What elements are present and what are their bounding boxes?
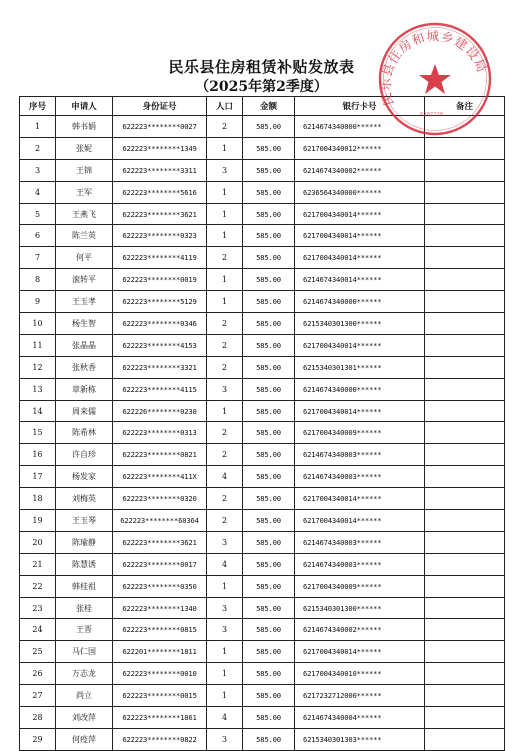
id-number-cell: 622223********0320 xyxy=(113,488,207,510)
amount-cell: 585.00 xyxy=(243,488,295,510)
amount-cell: 585.00 xyxy=(243,444,295,466)
amount-cell: 585.00 xyxy=(243,356,295,378)
amount-cell: 585.00 xyxy=(243,422,295,444)
remarks-cell xyxy=(425,334,505,356)
household-size-cell: 3 xyxy=(207,159,243,181)
amount-cell: 585.00 xyxy=(243,619,295,641)
row-index-cell: 13 xyxy=(20,378,56,400)
row-index-cell: 9 xyxy=(20,291,56,313)
header-amount: 金额 xyxy=(243,97,295,116)
header-applicant: 申请人 xyxy=(56,97,113,116)
amount-cell: 585.00 xyxy=(243,641,295,663)
table-row xyxy=(20,137,505,159)
applicant-name-cell: 周来儒 xyxy=(56,400,113,422)
remarks-cell xyxy=(425,203,505,225)
id-number-cell: 622223********0815 xyxy=(113,619,207,641)
remarks-cell xyxy=(425,225,505,247)
bank-card-number-cell: 6215340301300****** xyxy=(295,597,425,619)
header-remarks: 备注 xyxy=(425,97,505,116)
amount-cell: 585.00 xyxy=(243,334,295,356)
applicant-name-cell: 张晶晶 xyxy=(56,334,113,356)
household-size-cell: 1 xyxy=(207,269,243,291)
row-index-cell: 22 xyxy=(20,575,56,597)
table-row xyxy=(20,444,505,466)
household-size-cell: 2 xyxy=(207,356,243,378)
table-row xyxy=(20,553,505,575)
applicant-name-cell: 陈兰英 xyxy=(56,225,113,247)
table-row xyxy=(20,488,505,510)
applicant-name-cell: 尚立 xyxy=(56,685,113,707)
amount-cell: 585.00 xyxy=(243,181,295,203)
seal-text: 民乐县住房和城乡建设局 xyxy=(377,28,491,108)
applicant-name-cell: 韩书娟 xyxy=(56,116,113,138)
applicant-name-cell: 何疫萍 xyxy=(56,728,113,750)
remarks-cell xyxy=(425,313,505,335)
amount-cell: 585.00 xyxy=(243,313,295,335)
row-index-cell: 4 xyxy=(20,181,56,203)
row-index-cell: 8 xyxy=(20,269,56,291)
household-size-cell: 2 xyxy=(207,510,243,532)
row-index-cell: 19 xyxy=(20,510,56,532)
remarks-cell xyxy=(425,619,505,641)
applicant-name-cell: 王军 xyxy=(56,181,113,203)
applicant-name-cell: 王玉琴 xyxy=(56,510,113,532)
bank-card-number-cell: 6217004340009****** xyxy=(295,575,425,597)
remarks-cell xyxy=(425,466,505,488)
document-title: 民乐县住房租赁补贴发放表 xyxy=(168,58,355,76)
bank-card-number-cell: 6217004340012****** xyxy=(295,137,425,159)
household-size-cell: 3 xyxy=(207,597,243,619)
applicant-name-cell: 陈慧诱 xyxy=(56,553,113,575)
bank-card-number-cell: 6217004340014****** xyxy=(295,247,425,269)
bank-card-number-cell: 6217004340014****** xyxy=(295,641,425,663)
bank-card-number-cell: 6217232712000****** xyxy=(295,685,425,707)
row-index-cell: 2 xyxy=(20,137,56,159)
amount-cell: 585.00 xyxy=(243,116,295,138)
remarks-cell xyxy=(425,553,505,575)
id-number-cell: 622223********0017 xyxy=(113,553,207,575)
subsidy-table xyxy=(19,96,505,751)
row-index-cell: 16 xyxy=(20,444,56,466)
row-index-cell: 21 xyxy=(20,553,56,575)
bank-card-number-cell: 6214674340003****** xyxy=(295,466,425,488)
table-row xyxy=(20,313,505,335)
row-index-cell: 24 xyxy=(20,619,56,641)
table-row xyxy=(20,159,505,181)
remarks-cell xyxy=(425,269,505,291)
table-row xyxy=(20,247,505,269)
applicant-name-cell: 张桂 xyxy=(56,597,113,619)
table-row xyxy=(20,663,505,685)
household-size-cell: 2 xyxy=(207,422,243,444)
row-index-cell: 5 xyxy=(20,203,56,225)
household-size-cell: 2 xyxy=(207,313,243,335)
row-index-cell: 29 xyxy=(20,728,56,750)
bank-card-number-cell: 6214674340003****** xyxy=(295,553,425,575)
applicant-name-cell: 万志龙 xyxy=(56,663,113,685)
household-size-cell: 2 xyxy=(207,488,243,510)
household-size-cell: 1 xyxy=(207,225,243,247)
applicant-name-cell: 王锦 xyxy=(56,159,113,181)
id-number-cell: 622223********0313 xyxy=(113,422,207,444)
row-index-cell: 18 xyxy=(20,488,56,510)
row-index-cell: 17 xyxy=(20,466,56,488)
remarks-cell xyxy=(425,159,505,181)
table-row xyxy=(20,422,505,444)
id-number-cell: 622223********3321 xyxy=(113,356,207,378)
household-size-cell: 1 xyxy=(207,641,243,663)
amount-cell: 585.00 xyxy=(243,225,295,247)
household-size-cell: 4 xyxy=(207,553,243,575)
remarks-cell xyxy=(425,422,505,444)
row-index-cell: 3 xyxy=(20,159,56,181)
amount-cell: 585.00 xyxy=(243,159,295,181)
remarks-cell xyxy=(425,400,505,422)
amount-cell: 585.00 xyxy=(243,291,295,313)
bank-card-number-cell: 6217004340014****** xyxy=(295,488,425,510)
id-number-cell: 622223********3311 xyxy=(113,159,207,181)
bank-card-number-cell: 6214674340002****** xyxy=(295,159,425,181)
remarks-cell xyxy=(425,510,505,532)
table-row xyxy=(20,334,505,356)
household-size-cell: 2 xyxy=(207,116,243,138)
remarks-cell xyxy=(425,685,505,707)
amount-cell: 585.00 xyxy=(243,269,295,291)
applicant-name-cell: 王燕飞 xyxy=(56,203,113,225)
remarks-cell xyxy=(425,444,505,466)
applicant-name-cell: 章新栋 xyxy=(56,378,113,400)
id-number-cell: 622223********0323 xyxy=(113,225,207,247)
household-size-cell: 1 xyxy=(207,203,243,225)
row-index-cell: 26 xyxy=(20,663,56,685)
table-row xyxy=(20,356,505,378)
id-number-cell: 622223********0346 xyxy=(113,313,207,335)
table-row xyxy=(20,597,505,619)
table-row xyxy=(20,203,505,225)
bank-card-number-cell: 6215340301301****** xyxy=(295,356,425,378)
id-number-cell: 622223********0019 xyxy=(113,269,207,291)
household-size-cell: 3 xyxy=(207,619,243,641)
amount-cell: 585.00 xyxy=(243,728,295,750)
remarks-cell xyxy=(425,531,505,553)
remarks-cell xyxy=(425,663,505,685)
household-size-cell: 2 xyxy=(207,247,243,269)
header-index: 序号 xyxy=(20,97,56,116)
id-number-cell: 622223********1861 xyxy=(113,707,207,729)
id-number-cell: 622223********0350 xyxy=(113,575,207,597)
applicant-name-cell: 许自珍 xyxy=(56,444,113,466)
table-row xyxy=(20,685,505,707)
table-row xyxy=(20,641,505,663)
amount-cell: 585.00 xyxy=(243,247,295,269)
row-index-cell: 15 xyxy=(20,422,56,444)
id-number-cell: 622223********60364 xyxy=(113,510,207,532)
remarks-cell xyxy=(425,378,505,400)
remarks-cell xyxy=(425,247,505,269)
remarks-cell xyxy=(425,707,505,729)
applicant-name-cell: 韩桂祖 xyxy=(56,575,113,597)
household-size-cell: 1 xyxy=(207,685,243,707)
household-size-cell: 1 xyxy=(207,400,243,422)
table-row xyxy=(20,378,505,400)
id-number-cell: 622223********4119 xyxy=(113,247,207,269)
amount-cell: 585.00 xyxy=(243,203,295,225)
id-number-cell: 622223********4115 xyxy=(113,378,207,400)
household-size-cell: 1 xyxy=(207,291,243,313)
applicant-name-cell: 陈瑜静 xyxy=(56,531,113,553)
amount-cell: 585.00 xyxy=(243,510,295,532)
id-number-cell: 622223********0015 xyxy=(113,685,207,707)
amount-cell: 585.00 xyxy=(243,400,295,422)
header-bank-card: 银行卡号 xyxy=(295,97,425,116)
applicant-name-cell: 王晋 xyxy=(56,619,113,641)
amount-cell: 585.00 xyxy=(243,137,295,159)
amount-cell: 585.00 xyxy=(243,466,295,488)
row-index-cell: 6 xyxy=(20,225,56,247)
table-row xyxy=(20,531,505,553)
row-index-cell: 23 xyxy=(20,597,56,619)
id-number-cell: 622223********5129 xyxy=(113,291,207,313)
household-size-cell: 1 xyxy=(207,181,243,203)
table-row xyxy=(20,466,505,488)
header-id-number: 身份证号 xyxy=(113,97,207,116)
id-number-cell: 622223********411X xyxy=(113,466,207,488)
household-size-cell: 2 xyxy=(207,334,243,356)
bank-card-number-cell: 6217004340014****** xyxy=(295,400,425,422)
row-index-cell: 14 xyxy=(20,400,56,422)
bank-card-number-cell: 6215340301300****** xyxy=(295,313,425,335)
remarks-cell xyxy=(425,291,505,313)
household-size-cell: 2 xyxy=(207,444,243,466)
row-index-cell: 7 xyxy=(20,247,56,269)
id-number-cell: 622223********0821 xyxy=(113,444,207,466)
bank-card-number-cell: 6214674340004****** xyxy=(295,707,425,729)
table-row xyxy=(20,269,505,291)
row-index-cell: 25 xyxy=(20,641,56,663)
amount-cell: 585.00 xyxy=(243,663,295,685)
remarks-cell xyxy=(425,356,505,378)
remarks-cell xyxy=(425,137,505,159)
bank-card-number-cell: 6215340301303****** xyxy=(295,728,425,750)
table-row xyxy=(20,728,505,750)
household-size-cell: 1 xyxy=(207,575,243,597)
bank-card-number-cell: 6217004340014****** xyxy=(295,225,425,247)
household-size-cell: 4 xyxy=(207,707,243,729)
bank-card-number-cell: 6236564340000****** xyxy=(295,181,425,203)
amount-cell: 585.00 xyxy=(243,378,295,400)
remarks-cell xyxy=(425,181,505,203)
row-index-cell: 12 xyxy=(20,356,56,378)
row-index-cell: 20 xyxy=(20,531,56,553)
table-row xyxy=(20,291,505,313)
table-row xyxy=(20,619,505,641)
household-size-cell: 4 xyxy=(207,466,243,488)
applicant-name-cell: 刘改萍 xyxy=(56,707,113,729)
document-subtitle: （2025年第2季度） xyxy=(195,79,328,95)
seal-code: 6207220 xyxy=(420,112,444,118)
amount-cell: 585.00 xyxy=(243,553,295,575)
id-number-cell: 622223********1349 xyxy=(113,137,207,159)
bank-card-number-cell: 6217004340014****** xyxy=(295,203,425,225)
seal-star-icon xyxy=(419,64,451,94)
official-seal xyxy=(376,20,494,138)
bank-card-number-cell: 6217004340014****** xyxy=(295,334,425,356)
id-number-cell: 622223********3621 xyxy=(113,531,207,553)
amount-cell: 585.00 xyxy=(243,707,295,729)
applicant-name-cell: 滚转平 xyxy=(56,269,113,291)
applicant-name-cell: 刘梅英 xyxy=(56,488,113,510)
table-row xyxy=(20,707,505,729)
header-household-size: 人口 xyxy=(207,97,243,116)
bank-card-number-cell: 6214674340000****** xyxy=(295,116,425,138)
id-number-cell: 622223********0010 xyxy=(113,663,207,685)
table-row xyxy=(20,575,505,597)
bank-card-number-cell: 6217004340010****** xyxy=(295,663,425,685)
table-row xyxy=(20,225,505,247)
id-number-cell: 622223********3621 xyxy=(113,203,207,225)
remarks-cell xyxy=(425,728,505,750)
applicant-name-cell: 马仁国 xyxy=(56,641,113,663)
applicant-name-cell: 张妮 xyxy=(56,137,113,159)
amount-cell: 585.00 xyxy=(243,575,295,597)
row-index-cell: 27 xyxy=(20,685,56,707)
applicant-name-cell: 何平 xyxy=(56,247,113,269)
table-row xyxy=(20,400,505,422)
remarks-cell xyxy=(425,575,505,597)
remarks-cell xyxy=(425,597,505,619)
bank-card-number-cell: 6214674340000****** xyxy=(295,291,425,313)
table-row xyxy=(20,181,505,203)
id-number-cell: 622226********0230 xyxy=(113,400,207,422)
applicant-name-cell: 杨生智 xyxy=(56,313,113,335)
bank-card-number-cell: 6217004340014****** xyxy=(295,510,425,532)
row-index-cell: 28 xyxy=(20,707,56,729)
remarks-cell xyxy=(425,641,505,663)
household-size-cell: 1 xyxy=(207,137,243,159)
bank-card-number-cell: 6214674340003****** xyxy=(295,444,425,466)
table-row xyxy=(20,510,505,532)
id-number-cell: 622223********4153 xyxy=(113,334,207,356)
household-size-cell: 1 xyxy=(207,663,243,685)
bank-card-number-cell: 6214674340014****** xyxy=(295,269,425,291)
amount-cell: 585.00 xyxy=(243,685,295,707)
household-size-cell: 3 xyxy=(207,531,243,553)
bank-card-number-cell: 6214674340002****** xyxy=(295,619,425,641)
bank-card-number-cell: 6214674340003****** xyxy=(295,531,425,553)
id-number-cell: 622223********5616 xyxy=(113,181,207,203)
household-size-cell: 3 xyxy=(207,728,243,750)
row-index-cell: 11 xyxy=(20,334,56,356)
applicant-name-cell: 杨发家 xyxy=(56,466,113,488)
remarks-cell xyxy=(425,488,505,510)
row-index-cell: 1 xyxy=(20,116,56,138)
amount-cell: 585.00 xyxy=(243,531,295,553)
applicant-name-cell: 陈希林 xyxy=(56,422,113,444)
id-number-cell: 622223********1340 xyxy=(113,597,207,619)
bank-card-number-cell: 6214674340000****** xyxy=(295,378,425,400)
applicant-name-cell: 张秋香 xyxy=(56,356,113,378)
id-number-cell: 622223********0027 xyxy=(113,116,207,138)
id-number-cell: 622223********0822 xyxy=(113,728,207,750)
applicant-name-cell: 王玉孝 xyxy=(56,291,113,313)
household-size-cell: 3 xyxy=(207,378,243,400)
bank-card-number-cell: 6217004340009****** xyxy=(295,422,425,444)
row-index-cell: 10 xyxy=(20,313,56,335)
id-number-cell: 622201********1811 xyxy=(113,641,207,663)
amount-cell: 585.00 xyxy=(243,597,295,619)
